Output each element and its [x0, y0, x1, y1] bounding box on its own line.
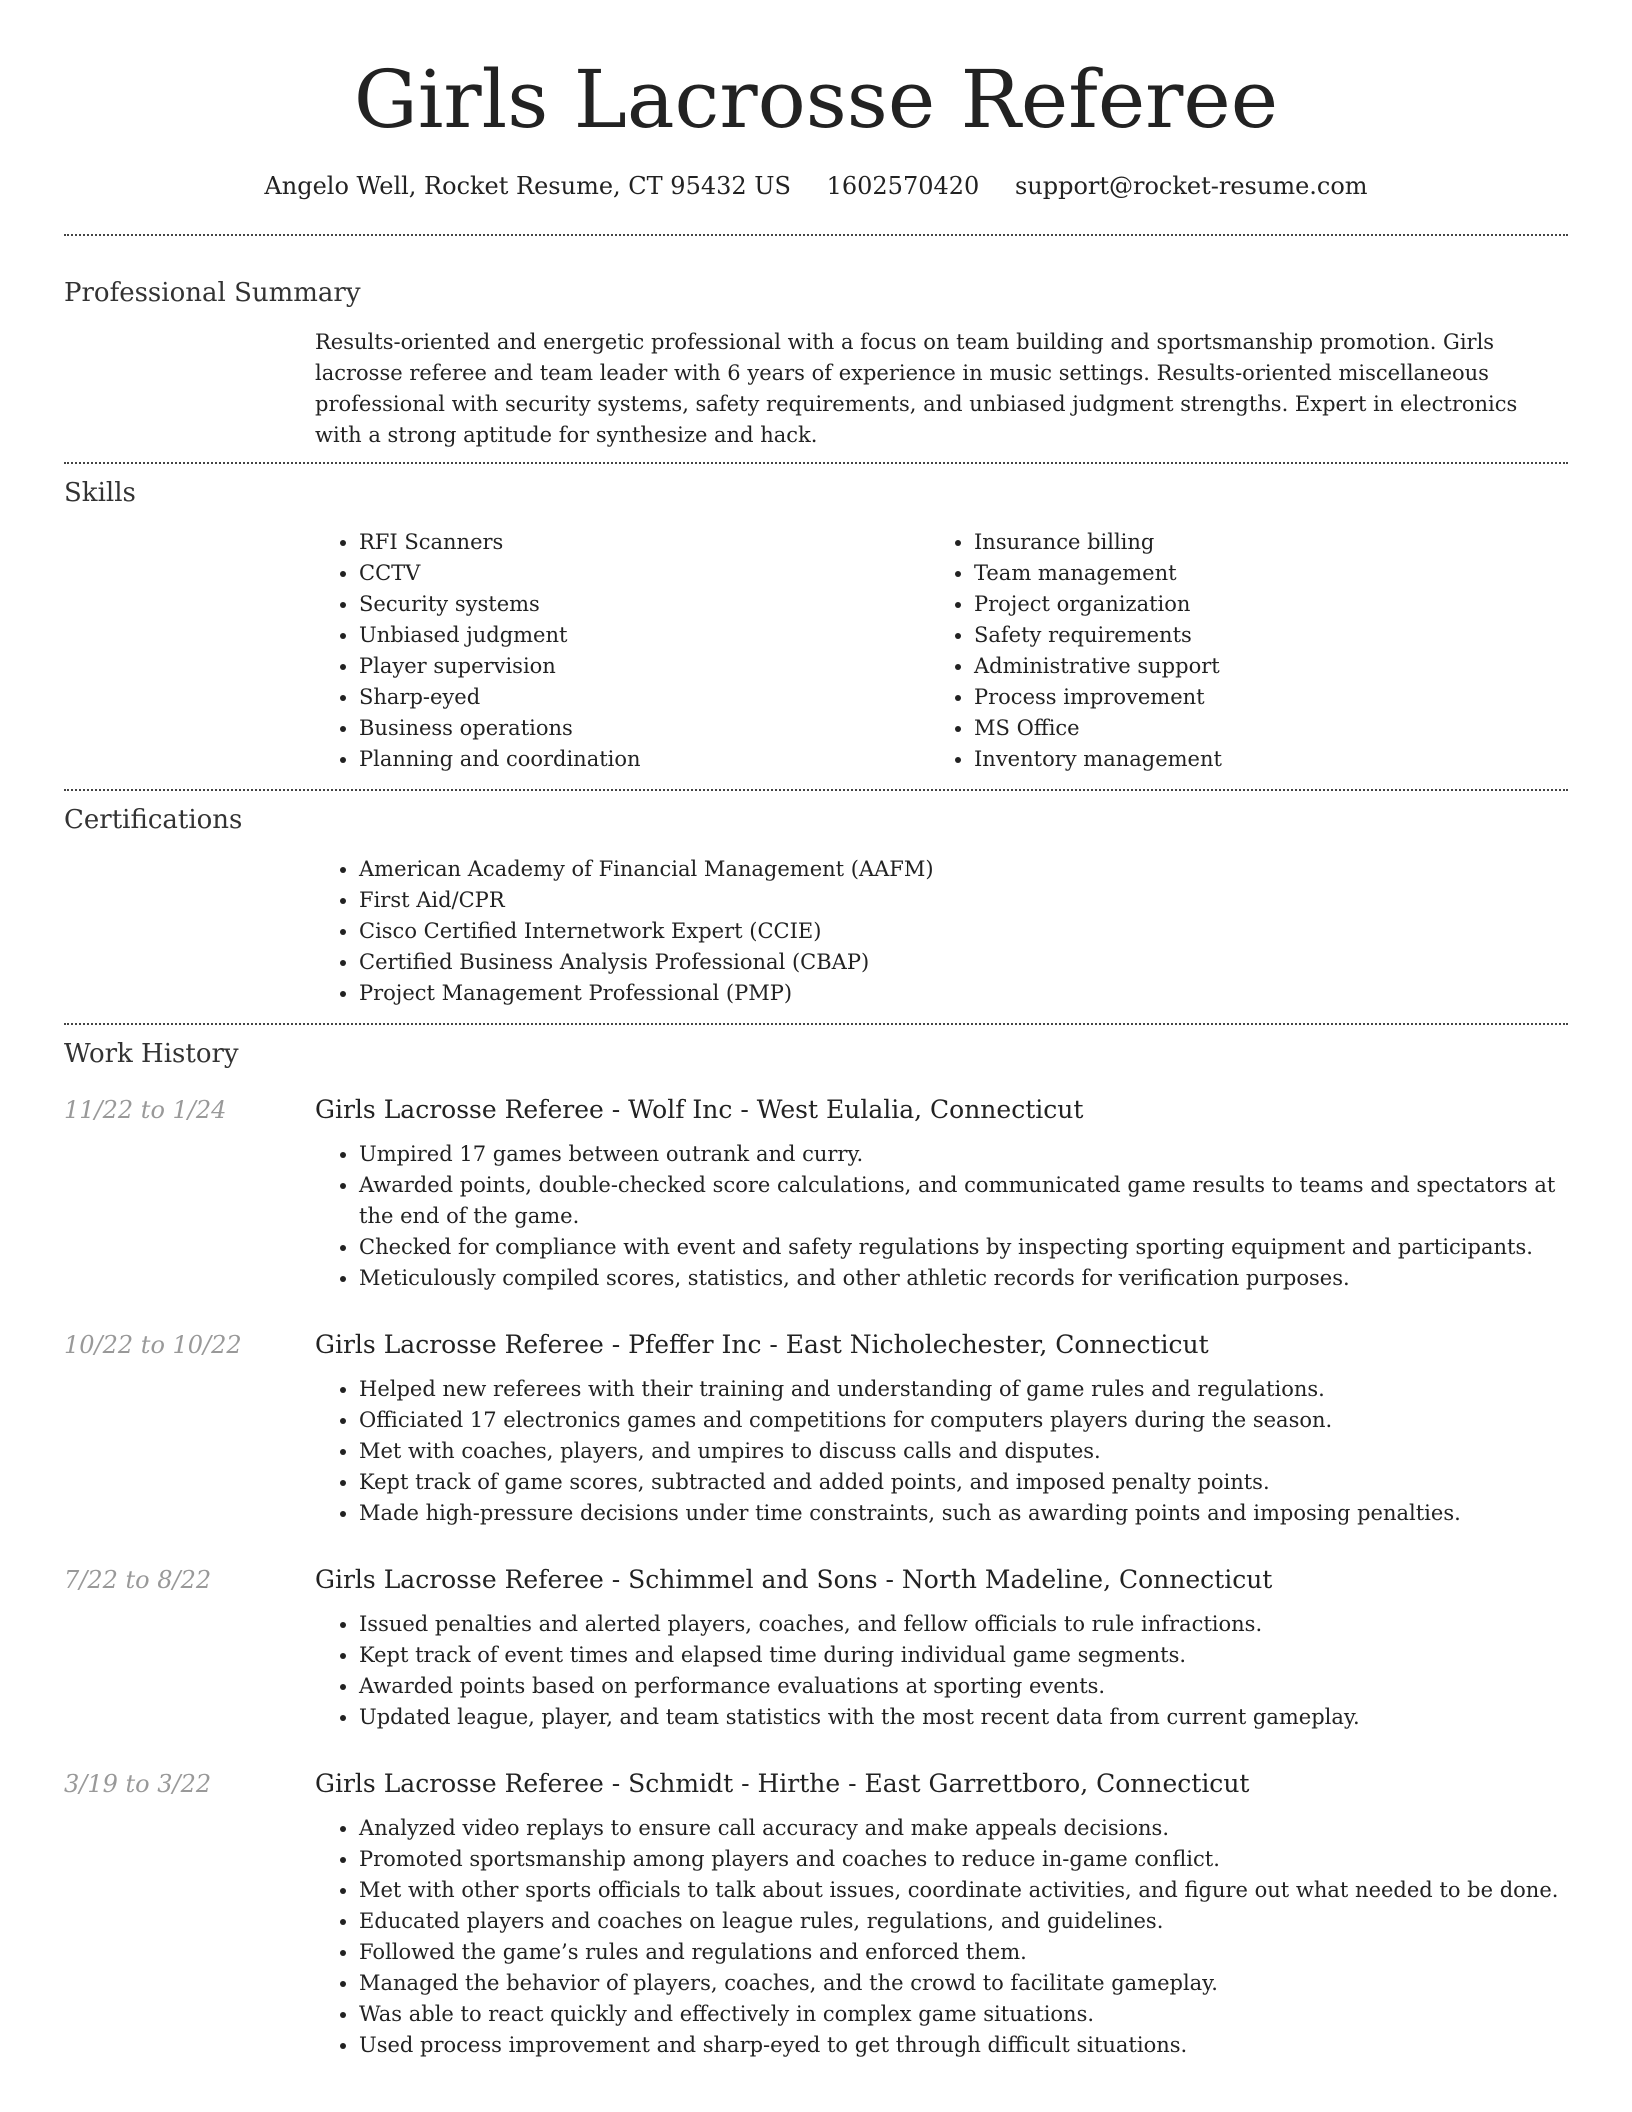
skill-item: • Insurance billing	[974, 527, 1545, 558]
skills-column-left	[315, 527, 930, 775]
contact-address: Angelo Well, Rocket Resume, CT 95432 US	[264, 172, 791, 200]
job-bullets	[315, 1374, 1568, 1529]
skill-item: • CCTV	[359, 558, 930, 589]
job-title: Girls Lacrosse Referee - Schmidt - Hirthe - East Garrettboro, Connecticut	[315, 1769, 1250, 1798]
job-bullet: • Helped new referees with their training and understanding of game rules and regulations.	[359, 1374, 1568, 1405]
job-bullet: • Kept track of game scores, subtracted and added points, and imposed penalty points.	[359, 1467, 1568, 1498]
skill-item: • Inventory management	[974, 744, 1545, 775]
job-date: 10/22 to 10/22	[64, 1331, 242, 1359]
certifications-heading: Certifications	[64, 805, 243, 835]
job-bullet: • Followed the game’s rules and regulations and enforced them.	[359, 1937, 1568, 1968]
job-bullet: • Updated league, player, and team statistics with the most recent data from current gameplay.	[359, 1702, 1568, 1733]
job-bullet: • Met with coaches, players, and umpires to discuss calls and disputes.	[359, 1436, 1568, 1467]
skill-item: • Player supervision	[359, 651, 930, 682]
job-bullet: • Awarded points, double-checked score calculations, and communicated game results to teams and spectators at the end of the game.	[359, 1170, 1568, 1232]
contact-phone: 1602570420	[826, 172, 980, 200]
job-entry	[64, 1563, 1568, 1733]
job-bullets	[315, 1139, 1568, 1294]
job-bullet: • Issued penalties and alerted players, coaches, and fellow officials to rule infractions.	[359, 1609, 1568, 1640]
job-bullet: • Checked for compliance with event and safety regulations by inspecting sporting equipment and participants.	[359, 1232, 1568, 1263]
certification-item: • Certified Business Analysis Professional (CBAP)	[359, 947, 1568, 978]
job-details	[315, 1767, 1568, 2061]
job-bullet: • Awarded points based on performance evaluations at sporting events.	[359, 1671, 1568, 1702]
skill-item: • MS Office	[974, 713, 1545, 744]
job-details	[315, 1328, 1568, 1529]
certification-item: • First Aid/CPR	[359, 885, 1568, 916]
job-title: Girls Lacrosse Referee - Wolf Inc - West Eulalia, Connecticut	[315, 1095, 1084, 1124]
skill-item: • Business operations	[359, 713, 930, 744]
job-bullet: • Promoted sportsmanship among players and coaches to reduce in-game conflict.	[359, 1844, 1568, 1875]
job-title: Girls Lacrosse Referee - Schimmel and Sons - North Madeline, Connecticut	[315, 1565, 1273, 1594]
job-entry	[64, 1093, 1568, 1294]
skill-item: • Planning and coordination	[359, 744, 930, 775]
work-history-section	[64, 1025, 1568, 2061]
certifications-section	[64, 791, 1568, 1009]
certification-item: • Project Management Professional (PMP)	[359, 978, 1568, 1009]
summary-text: Results-oriented and energetic professional with a focus on team building and sportsmanship promotion. Girls lacrosse referee and team leader with 6 years of experience in music settings. Results-oriented miscellaneous professional with security systems, safety requirements, and unbiased judgment strengths. Expert in electronics with a strong aptitude for synthesize and hack.	[315, 330, 1518, 447]
job-bullet: • Met with other sports officials to talk about issues, coordinate activities, and figure out what needed to be done.	[359, 1875, 1568, 1906]
job-bullet: • Meticulously compiled scores, statistics, and other athletic records for verification purposes.	[359, 1263, 1568, 1294]
job-title: Girls Lacrosse Referee - Pfeffer Inc - East Nicholechester, Connecticut	[315, 1330, 1209, 1359]
certification-item: • American Academy of Financial Management (AAFM)	[359, 854, 1568, 885]
skill-item: • Team management	[974, 558, 1545, 589]
job-details	[315, 1093, 1568, 1294]
resume-name: Girls Lacrosse Referee	[353, 53, 1279, 146]
job-bullet: • Managed the behavior of players, coaches, and the crowd to facilitate gameplay.	[359, 1968, 1568, 1999]
skills-column-right	[930, 527, 1545, 775]
contact-email: support@rocket-resume.com	[1014, 172, 1368, 200]
job-bullet: • Officiated 17 electronics games and competitions for computers players during the season.	[359, 1405, 1568, 1436]
skills-grid	[315, 527, 1568, 775]
summary-body	[315, 327, 1568, 451]
skill-item: • Project organization	[974, 589, 1545, 620]
job-date: 11/22 to 1/24	[64, 1096, 227, 1124]
skills-section	[64, 464, 1568, 775]
job-bullet: • Was able to react quickly and effectively in complex game situations.	[359, 1999, 1568, 2030]
job-bullet: • Kept track of event times and elapsed time during individual game segments.	[359, 1640, 1568, 1671]
skill-item: • Process improvement	[974, 682, 1545, 713]
skill-item: • RFI Scanners	[359, 527, 930, 558]
work-history-heading: Work History	[64, 1039, 239, 1069]
job-bullet: • Umpired 17 games between outrank and curry.	[359, 1139, 1568, 1170]
certification-item: • Cisco Certified Internetwork Expert (CCIE)	[359, 916, 1568, 947]
job-entry	[64, 1328, 1568, 1529]
job-date: 3/19 to 3/22	[64, 1770, 212, 1798]
job-entry	[64, 1767, 1568, 2061]
skill-item: • Administrative support	[974, 651, 1545, 682]
job-date: 7/22 to 8/22	[64, 1566, 212, 1594]
job-bullet: • Analyzed video replays to ensure call accuracy and make appeals decisions.	[359, 1813, 1568, 1844]
job-bullets	[315, 1609, 1568, 1733]
contact-line	[64, 170, 1568, 202]
skill-item: • Safety requirements	[974, 620, 1545, 651]
job-bullet: • Made high-pressure decisions under time constraints, such as awarding points and imposing penalties.	[359, 1498, 1568, 1529]
skill-item: • Unbiased judgment	[359, 620, 930, 651]
skill-item: • Security systems	[359, 589, 930, 620]
resume-page	[64, 0, 1568, 2061]
job-bullet: • Educated players and coaches on league rules, regulations, and guidelines.	[359, 1906, 1568, 1937]
job-bullet: • Used process improvement and sharp-eyed to get through difficult situations.	[359, 2030, 1568, 2061]
summary-section	[64, 236, 1568, 451]
certifications-body	[315, 854, 1568, 1009]
summary-heading: Professional Summary	[64, 278, 361, 308]
skills-heading: Skills	[64, 478, 136, 508]
job-details	[315, 1563, 1568, 1733]
skill-item: • Sharp-eyed	[359, 682, 930, 713]
job-bullets	[315, 1813, 1568, 2061]
